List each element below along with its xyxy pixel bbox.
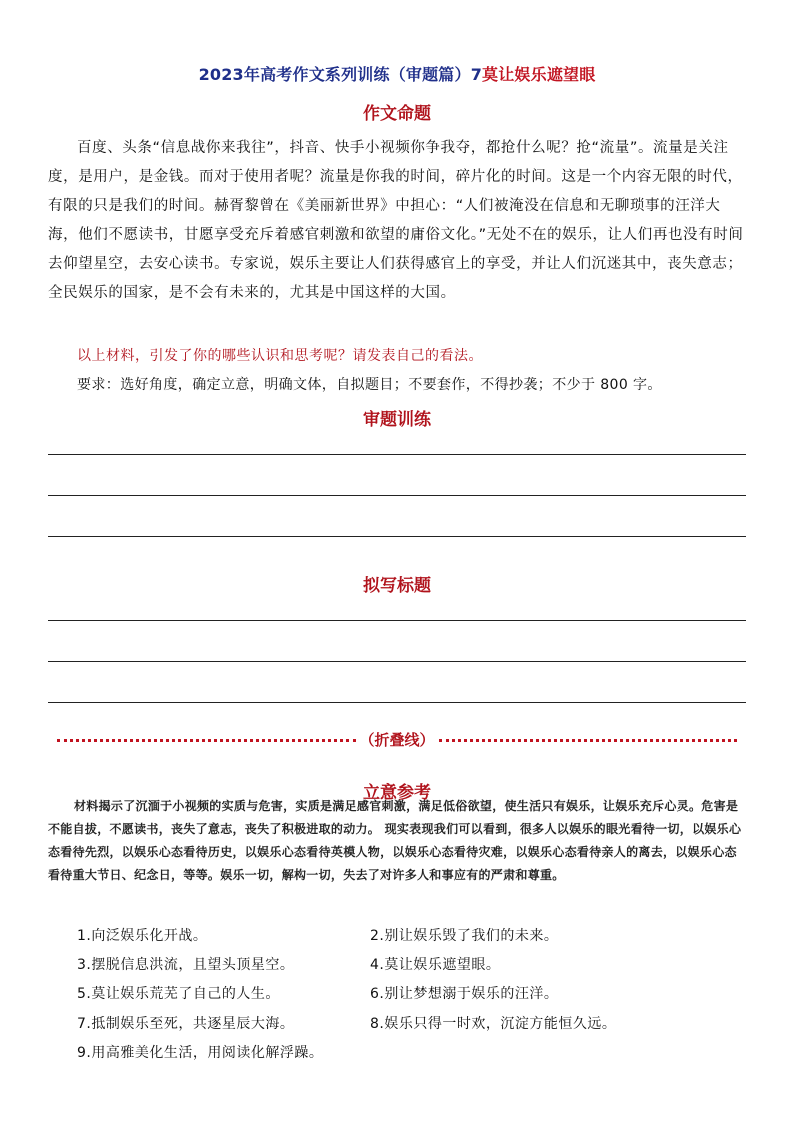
material-paragraph: 百度、头条“信息战你来我往”，抖音、快手小视频你争我夺，都抢什么呢？抢“流量”。流量是关注度，是用户，是金钱。而对于使用者呢？流量是你我的时间，碎片化的时间。这是一个内容无限的时代，有限的只是我们的时间。赫胥黎曾在《美丽新世界》中担心：“人们被淹没在信息和无聊琐事的汪洋大海，他们不愿读书，甘愿享受充斥着感官刺激和欲望的庸俗文化。”无处不在的娱乐，让人们再也没有时间去仰望星空，去安心读书。专家说，娱乐主要让人们获得感官上的享受，并让人们沉迷其中，丧失意志；全民娱乐的国家，是不会有未来的，尤其是中国这样的大国。 — [48, 140, 744, 301]
prompt-material — [48, 134, 748, 308]
reference-text: 材料揭示了沉湎于小视频的实质与危害，实质是满足感官刺激，满足低俗欲望，使生活只有娱乐，让娱乐充斥心灵。危害是不能自拔，不愿读书，丧失了意志，丧失了积极进取的动力。 现实表现我们可以看到，很多人以娱乐的眼光看待一切，以娱乐心态看待先烈，以娱乐心态看待历史，以娱乐心态看待英模人物，以娱乐心态看待灾难，以娱乐心态看待亲人的离去，以娱乐心态看待重大节日、纪念日，等等。娱乐一切，解构一切，失去了对许多人和事应有的严肃和尊重。 — [48, 799, 742, 882]
answer-line[interactable] — [48, 661, 746, 662]
prompt-task: 以上材料，引发了你的哪些认识和思考呢？请发表自己的看法。 — [77, 348, 483, 364]
idea-item: 1.向泛娱乐化开战。 — [77, 928, 208, 944]
idea-item: 6.别让梦想溺于娱乐的汪洋。 — [370, 986, 559, 1002]
idea-item: 2.别让娱乐毁了我们的未来。 — [370, 928, 559, 944]
answer-line[interactable] — [48, 536, 746, 537]
title-topic: 莫让娱乐遮望眼 — [482, 65, 596, 84]
idea-item: 3.摆脱信息洪流，且望头顶星空。 — [77, 957, 295, 973]
analysis-heading: 审题训练 — [363, 410, 431, 430]
document-title — [0, 62, 794, 85]
prompt-requirement: 要求：选好角度，确定立意，明确文体，自拟题目；不要套作，不得抄袭；不少于 800 字。 — [77, 377, 662, 393]
title-writing-heading: 拟写标题 — [363, 576, 431, 596]
reference-heading: 立意参考 — [363, 783, 431, 803]
answer-line[interactable] — [48, 620, 746, 621]
answer-line[interactable] — [48, 702, 746, 703]
title-series: 2023年高考作文系列训练（审题篇）7 — [198, 65, 483, 84]
fold-dots-left — [57, 739, 356, 742]
idea-item: 8.娱乐只得一时欢，沉淀方能恒久远。 — [370, 1016, 617, 1032]
idea-item: 9.用高雅美化生活，用阅读化解浮躁。 — [77, 1045, 324, 1061]
fold-dots-right — [439, 739, 738, 742]
answer-line[interactable] — [48, 495, 746, 496]
prompt-heading: 作文命题 — [363, 104, 431, 124]
idea-item: 4.莫让娱乐遮望眼。 — [370, 957, 501, 973]
fold-line — [57, 727, 737, 751]
fold-label: （折叠线） — [359, 730, 435, 749]
idea-item: 5.莫让娱乐荒芜了自己的人生。 — [77, 986, 280, 1002]
answer-line[interactable] — [48, 454, 746, 455]
idea-item: 7.抵制娱乐至死，共逐星辰大海。 — [77, 1016, 295, 1032]
